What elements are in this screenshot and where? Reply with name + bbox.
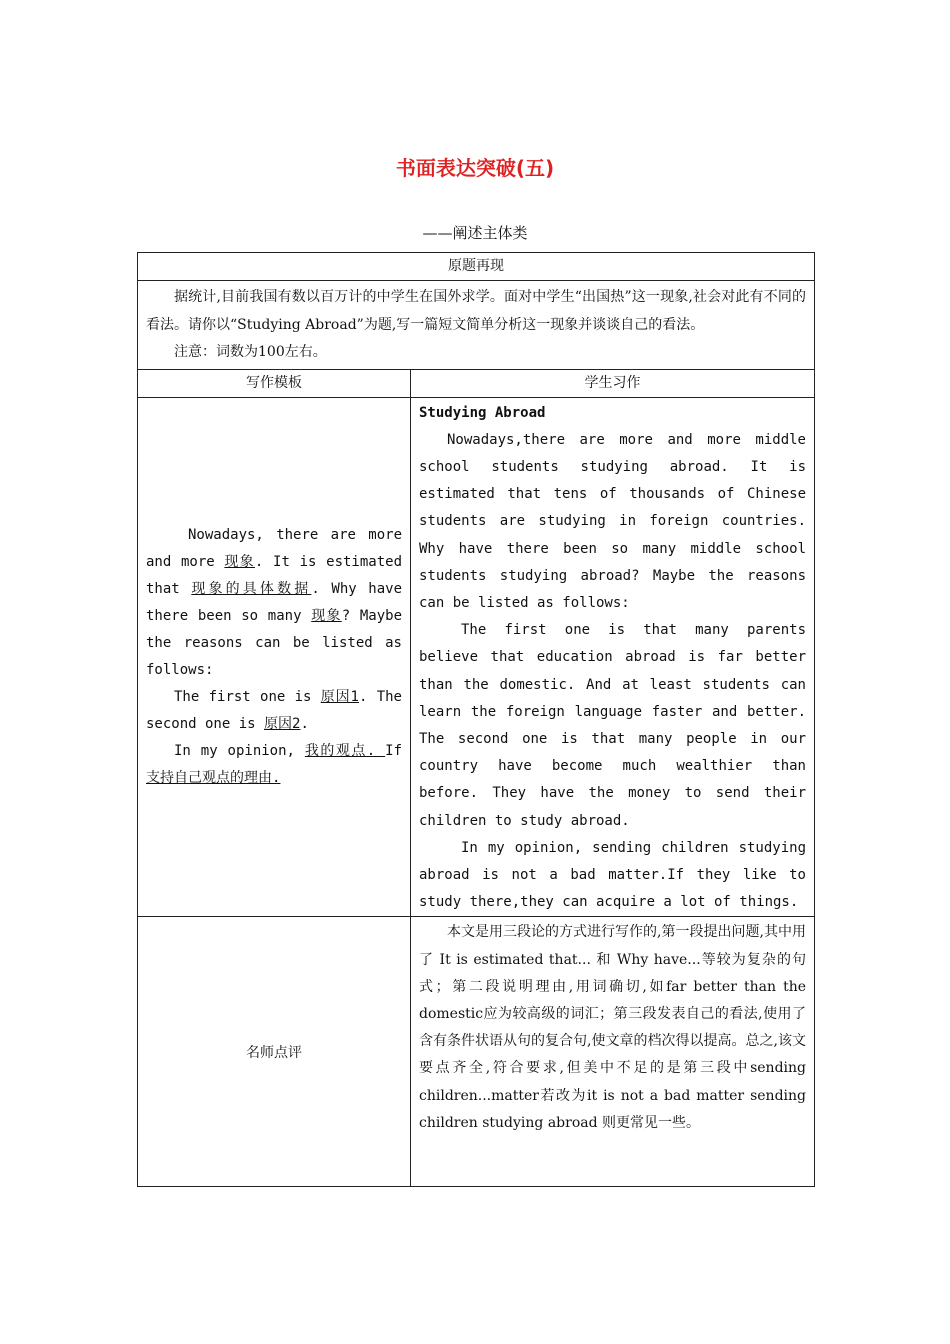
content-table bbox=[137, 252, 815, 1187]
essay-paragraph-1: Nowadays,there are more and more middle school students studying abroad. It is estimated that tens of thousands of Chinese students are studying in foreign countries. Why have there been so many middle school students studying abroad? Maybe the reasons can be listed as follows: bbox=[419, 431, 806, 611]
template-text: . Why have there been so many bbox=[146, 580, 403, 624]
template-text: . It is estimated that bbox=[146, 553, 403, 597]
template-blank-phenomenon: 现象 bbox=[224, 553, 255, 570]
template-text: If bbox=[385, 742, 402, 759]
template-text: ? Maybe the reasons can be listed as follows: bbox=[146, 607, 402, 678]
essay-paragraph-3: In my opinion, sending children studying abroad is not a bad matter.If they like to study there,they can acquire a lot of things. bbox=[419, 839, 806, 911]
teacher-comment-cell bbox=[411, 917, 815, 1187]
writing-template-cell bbox=[138, 397, 411, 917]
template-text: . bbox=[300, 715, 309, 732]
prompt-text: 据统计,目前我国有数以百万计的中学生在国外求学。面对中学生“出国热”这一现象,社会对此有不同的看法。请你以“Studying Abroad”为题,写一篇短文简单分析这一现象并谈谈自己的看法。 bbox=[146, 289, 806, 333]
section-header-original-question: 原题再现 bbox=[138, 253, 815, 281]
template-blank-data: 现象的具体数据 bbox=[191, 580, 312, 597]
teacher-comment-text: 本文是用三段论的方式进行写作的,第一段提出问题,其中用了 It is estimated that... 和 Why have...等较为复杂的句式；第二段说明理由,用词确切,如far better than the domestic应为较高级的词汇；第三段发表自己的看法,使用了含有条件状语从句的复合句,使文章的档次得以提高。总之,该文要点齐全,符合要求,但美中不足的是第三段中sending children...matter若改为it is not a bad matter sending children studying abroad 则更常见一些。 bbox=[419, 924, 806, 1131]
template-blank-opinion: 我的观点. bbox=[304, 742, 386, 759]
template-blank-support: 支持自己观点的理由. bbox=[146, 769, 281, 786]
prompt-note: 注意：词数为100左右。 bbox=[174, 344, 327, 360]
column-header-student-essay: 学生习作 bbox=[411, 369, 815, 397]
template-paragraph-3 bbox=[146, 738, 402, 792]
student-essay-cell bbox=[411, 397, 815, 917]
template-text: The first one is bbox=[174, 688, 321, 705]
template-blank-reason-1: 原因1 bbox=[320, 688, 359, 705]
template-text: . The second one is bbox=[146, 688, 402, 732]
teacher-comment-label: 名师点评 bbox=[138, 917, 411, 1187]
template-text: Nowadays, there are more and more bbox=[146, 526, 402, 570]
page-subtitle: ——阐述主体类 bbox=[422, 224, 528, 242]
essay-title: Studying Abroad bbox=[419, 404, 546, 421]
column-header-template: 写作模板 bbox=[138, 369, 411, 397]
essay-paragraph-2: The first one is that many parents believe that education abroad is far better than the domestic. And at least students can learn the foreign language faster and better. The second one is that many people in our country have become much wealthier than before. They have the money to send their children to study abroad. bbox=[419, 622, 806, 829]
prompt-cell bbox=[138, 281, 815, 370]
template-text: In my opinion, bbox=[174, 742, 305, 759]
page-title: 书面表达突破(五) bbox=[395, 156, 555, 180]
template-blank-phenomenon: 现象 bbox=[311, 607, 342, 624]
template-paragraph-2 bbox=[146, 684, 402, 738]
template-blank-reason-2: 原因2 bbox=[264, 715, 301, 732]
template-paragraph-1 bbox=[146, 522, 402, 684]
